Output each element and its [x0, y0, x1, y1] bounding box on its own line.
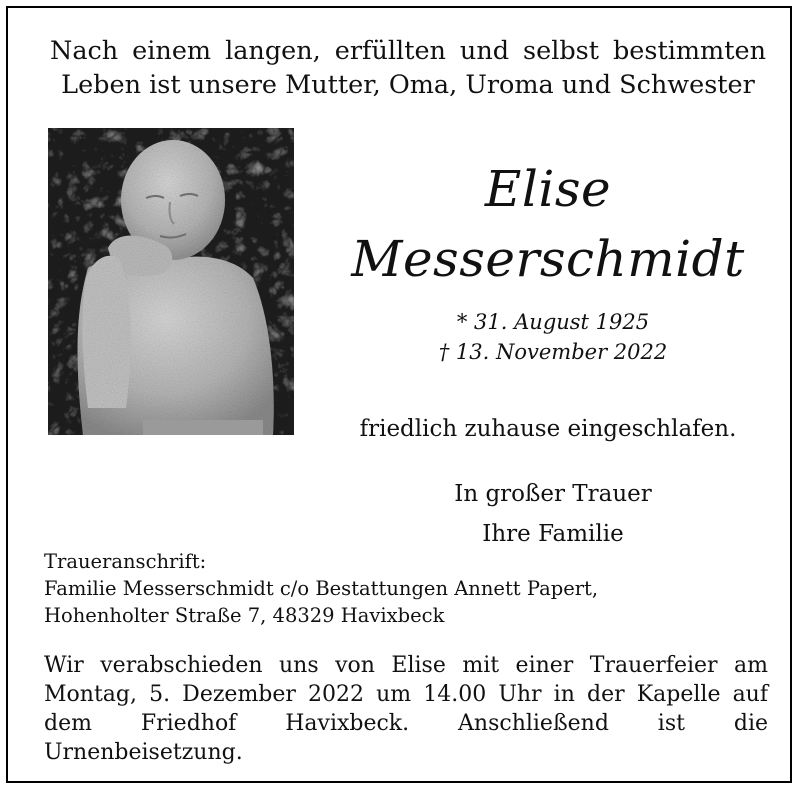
ceremony-text: [44, 651, 768, 767]
ceremony-line-4: Urnenbeisetzung.: [44, 740, 243, 765]
ceremony-line-2: Montag, 5. Dezember 2022 um 14.00 Uhr in der Kapelle auf: [44, 682, 768, 707]
mourning-address: [44, 548, 744, 629]
sculpture-image: [48, 128, 294, 435]
deceased-first-name: Elise: [484, 160, 612, 218]
ceremony-line-1: Wir verabschieden uns von Elise mit einer Trauerfeier am: [44, 653, 768, 678]
ceremony-line-3: dem Friedhof Havixbeck. Anschließend ist die: [44, 711, 768, 736]
peace-text: friedlich zuhause eingeschlafen.: [359, 416, 737, 442]
address-line-2: Hohenholter Straße 7, 48329 Havixbeck: [44, 604, 445, 627]
intro-line-1: Nach einem langen, erfüllten und selbst bestimmten: [50, 36, 766, 66]
birth-date: * 31. August 1925: [456, 310, 650, 334]
memorial-photo: [48, 128, 294, 435]
address-line-1: Familie Messerschmidt c/o Bestattungen Annett Papert,: [44, 577, 599, 600]
signature-line-1: In großer Trauer: [454, 481, 652, 507]
deceased-last-name: Messerschmidt: [351, 230, 745, 288]
obituary-notice: [6, 6, 792, 783]
intro-text: [50, 34, 766, 102]
death-date: † 13. November 2022: [438, 340, 668, 364]
address-heading: Traueranschrift:: [44, 550, 207, 573]
signature-line-2: Ihre Familie: [482, 521, 624, 547]
intro-line-2: Leben ist unsere Mutter, Oma, Uroma und Schwester: [61, 70, 755, 100]
